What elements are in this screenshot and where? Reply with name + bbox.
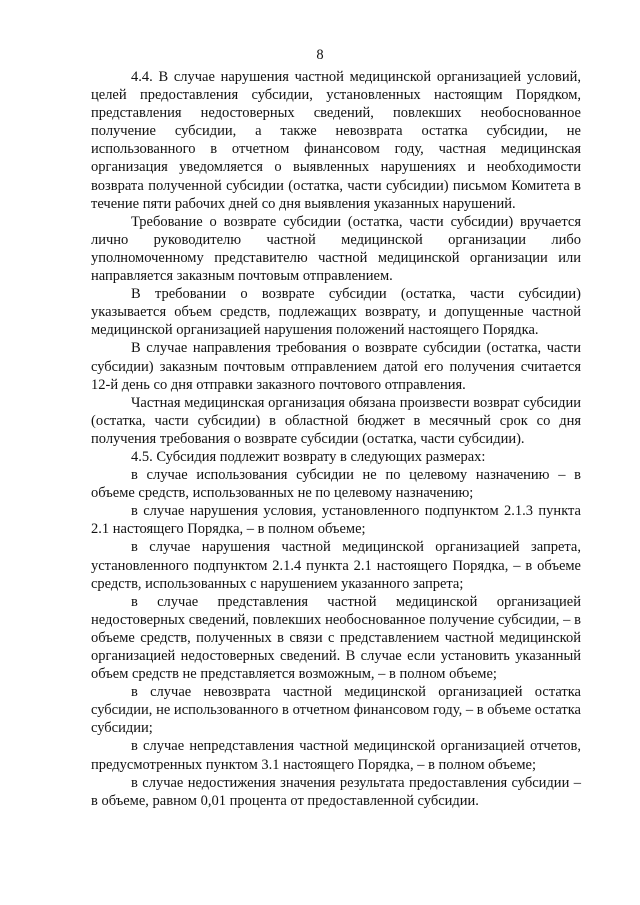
paragraph-delivery: Требование о возврате субсидии (остатка, части субсидии) вручается лично руководителю частной медицинской организации либо уполномоченному представителю частной медицинской организации или направляется заказным почтовым отправлением. — [91, 213, 581, 285]
page-number: 8 — [316, 47, 324, 63]
paragraph-condition-2-1-3: в случае нарушения условия, установленного подпунктом 2.1.3 пункта 2.1 настоящего Порядка, – в полном объеме; — [91, 503, 581, 538]
paragraph-return-deadline: Частная медицинская организация обязана произвести возврат субсидии (остатка, части субсидии) в областной бюджет в месячный срок со дня получения требования о возврате субсидии (остатка, части субсидии). — [91, 394, 581, 447]
paragraph-result-not-achieved: в случае недостижения значения результата предоставления субсидии – в объеме, равном 0,01 процента от предоставленной субсидии. — [91, 774, 581, 809]
paragraph-missing-reports: в случае непредставления частной медицинской организацией отчетов, предусмотренных пунктом 3.1 настоящего Порядка, – в полном объеме; — [91, 738, 581, 773]
paragraph-unreturned-balance: в случае невозврата частной медицинской организацией остатка субсидии, не использованного в отчетном финансовом году, – в объеме остатка субсидии; — [91, 684, 581, 737]
paragraph-prohibition-2-1-4: в случае нарушения частной медицинской организацией запрета, установленного подпунктом 2.1.4 пункта 2.1 настоящего Порядка, – в объеме средств, использованных с нарушением указанного запрета; — [91, 539, 581, 592]
paragraph-receipt-date: В случае направления требования о возврате субсидии (остатка, части субсидии) заказным почтовым отправлением датой его получения считается 12-й день со дня отправки заказного почтового отправления. — [91, 340, 581, 393]
document-body — [91, 68, 581, 810]
paragraph-false-info: в случае представления частной медицинской организацией недостоверных сведений, повлекших необоснованное получение субсидии, – в объеме средств, полученных в связи с представлением частной медицинской организацией недостоверных сведений. В случае если установить указанный объем средств не представляется возможным, – в полном объеме; — [91, 593, 581, 683]
paragraph-4-4: 4.4. В случае нарушения частной медицинской организацией условий, целей предоставления субсидии, установленных настоящим Порядком, представления недостоверных сведений, повлекших необоснованное получение субсидии, а также невозврата остатка субсидии, не использованного в отчетном финансовом году, частная медицинская организация уведомляется о выявленных нарушениях и необходимости возврата полученной субсидии (остатка, части субсидии) письмом Комитета в течение пяти рабочих дней со дня выявления указанных нарушений. — [91, 69, 581, 212]
paragraph-4-5: 4.5. Субсидия подлежит возврату в следующих размерах: — [131, 448, 486, 465]
paragraph-demand-content: В требовании о возврате субсидии (остатка, части субсидии) указывается объем средств, подлежащих возврату, и допущенные частной медицинской организацией нарушения положений настоящего Порядка. — [91, 286, 581, 339]
paragraph-misuse: в случае использования субсидии не по целевому назначению – в объеме средств, использованных не по целевому назначению; — [91, 467, 581, 502]
